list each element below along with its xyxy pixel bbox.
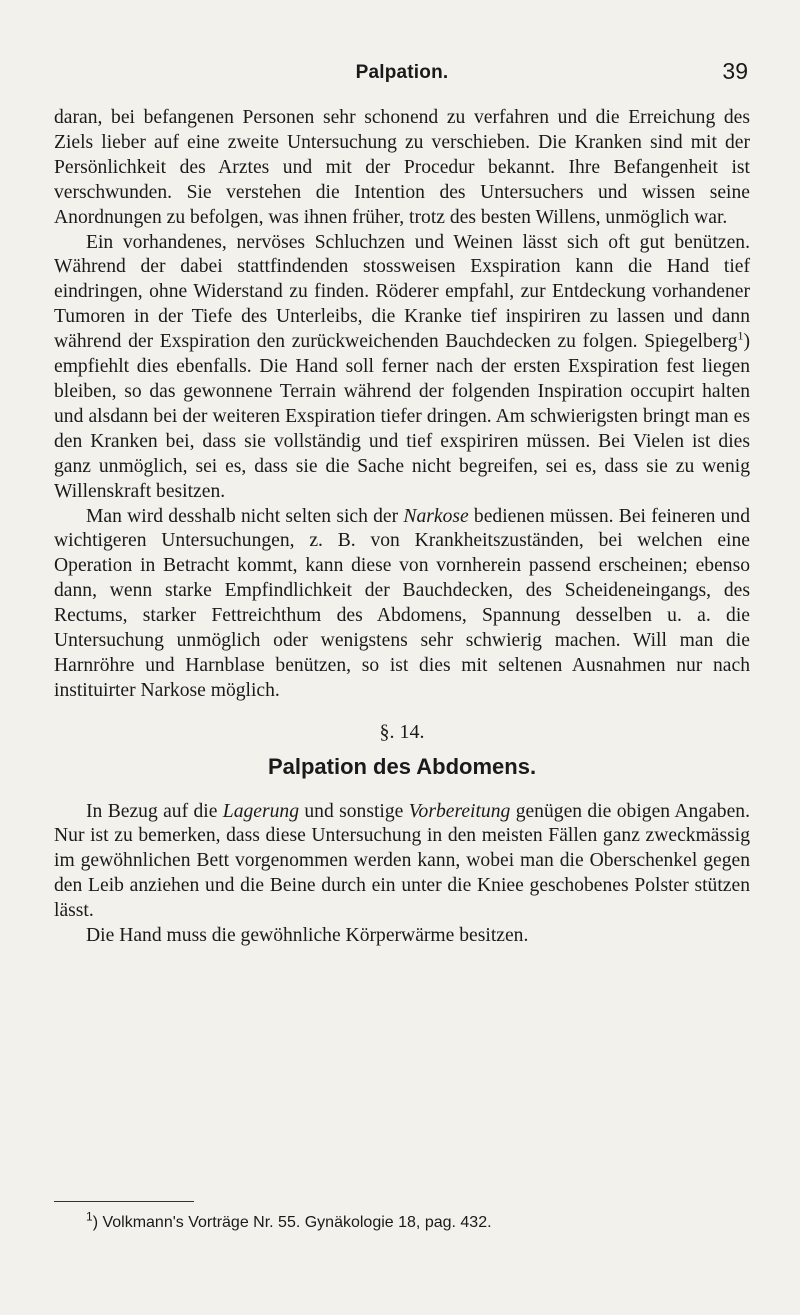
paragraph-4	[54, 800, 750, 925]
emphasis-lagerung: Lagerung	[222, 800, 300, 822]
paragraph-1: daran, bei befangenen Personen sehr schonend zu verfahren und die Erreichung des Ziels lieber auf eine zweite Untersuchung zu verschieben. Die Kranken sind mit der Persönlichkeit des Arztes und mit der Procedur bekannt. Ihre Befangenheit ist verschwunden. Sie verstehen die Intention des Untersuchers und wissen seine Anordnungen zu befolgen, was ihnen früher, trotz des besten Willens, unmöglich war.	[54, 107, 750, 228]
paragraph-3-part-b: bedienen müssen. Bei feineren und wichtigeren Untersuchungen, z. B. von Krankheitszuständen, bei welchen eine Operation in Betracht kommt, kann diese von vornherein passend erscheinen; ebenso dann, wenn starke Empfindlichkeit der Bauchdecken, des Scheideneingangs, des Rectums, starker Fettreichthum des Abdomens, Spannung desselben u. a. die Untersuchung unmöglich oder wenigstens sehr schwierig machen. Will man die Harnröhre und Harnblase benützen, so ist dies mit seltenen Ausnahmen nur nach instituirter Narkose möglich.	[54, 505, 751, 701]
section-number: §. 14.	[379, 720, 425, 743]
paragraph-4-part-b: und sonstige	[299, 800, 409, 822]
page-header	[54, 56, 750, 86]
running-head: Palpation.	[355, 62, 449, 83]
emphasis-vorbereitung: Vorbereitung	[408, 800, 511, 822]
paragraph-2-part-b: ) empfiehlt dies ebenfalls. Die Hand soll ferner nach der ersten Exspiration fest liegen bleiben, so das gewonnene Terrain während der folgenden Inspiration occupirt halten und alsdann bei der weiteren Exspiration tiefer dringen. Am schwierigsten bringt man es den Kranken bei, dass sie vollständig und tief exspiriren müssen. Bei Vielen ist dies ganz unmöglich, sei es, dass sie die Sache nicht begreifen, sei es, dass sie zu wenig Willenskraft besitzen.	[54, 331, 750, 502]
footnote-mark: 1	[86, 1209, 93, 1224]
paragraph-3-part-a: Man wird desshalb nicht selten sich der	[86, 505, 404, 527]
section-title: Palpation des Abdomens.	[267, 753, 537, 779]
footnote-rule	[54, 1201, 194, 1202]
paragraph-2-part-a: Ein vorhandenes, nervöses Schluchzen und Weinen lässt sich oft gut benützen. Während der dabei stattfindenden stossweisen Exspiration kann die Hand tief eindringen, ohne Widerstand zu finden. Röderer empfahl, zur Entdeckung vorhandener Tumoren in der Tiefe des Unterleibs, die Kranke tief inspiriren zu lassen und dann während der Exspiration den zurückweichenden Bauchdecken zu folgen. Spiegelberg	[54, 231, 750, 353]
body-text	[54, 106, 750, 949]
paragraph-2	[54, 231, 750, 505]
paragraph-5: Die Hand muss die gewöhnliche Körperwärme besitzen.	[86, 925, 529, 947]
footnote-ref: 1	[737, 328, 744, 343]
emphasis-narkose: Narkose	[403, 505, 469, 527]
footnote-text: ) Volkmann's Vorträge Nr. 55. Gynäkologie 18, pag. 432.	[92, 1214, 492, 1231]
page-number: 39	[722, 58, 748, 84]
paragraph-4-part-a: In Bezug auf die	[86, 800, 223, 822]
paragraph-4-part-c: genügen die obigen Angaben. Nur ist zu bemerken, dass diese Untersuchung in den meisten Fällen ganz zweckmässig im gewöhnlichen Bett vorgenommen werden kann, wobei man die Oberschenkel gegen den Leib anziehen und die Beine durch ein unter die Kniee geschobenes Polster stützen lässt.	[54, 800, 750, 922]
paragraph-3	[54, 505, 750, 704]
footnote	[54, 1209, 782, 1232]
